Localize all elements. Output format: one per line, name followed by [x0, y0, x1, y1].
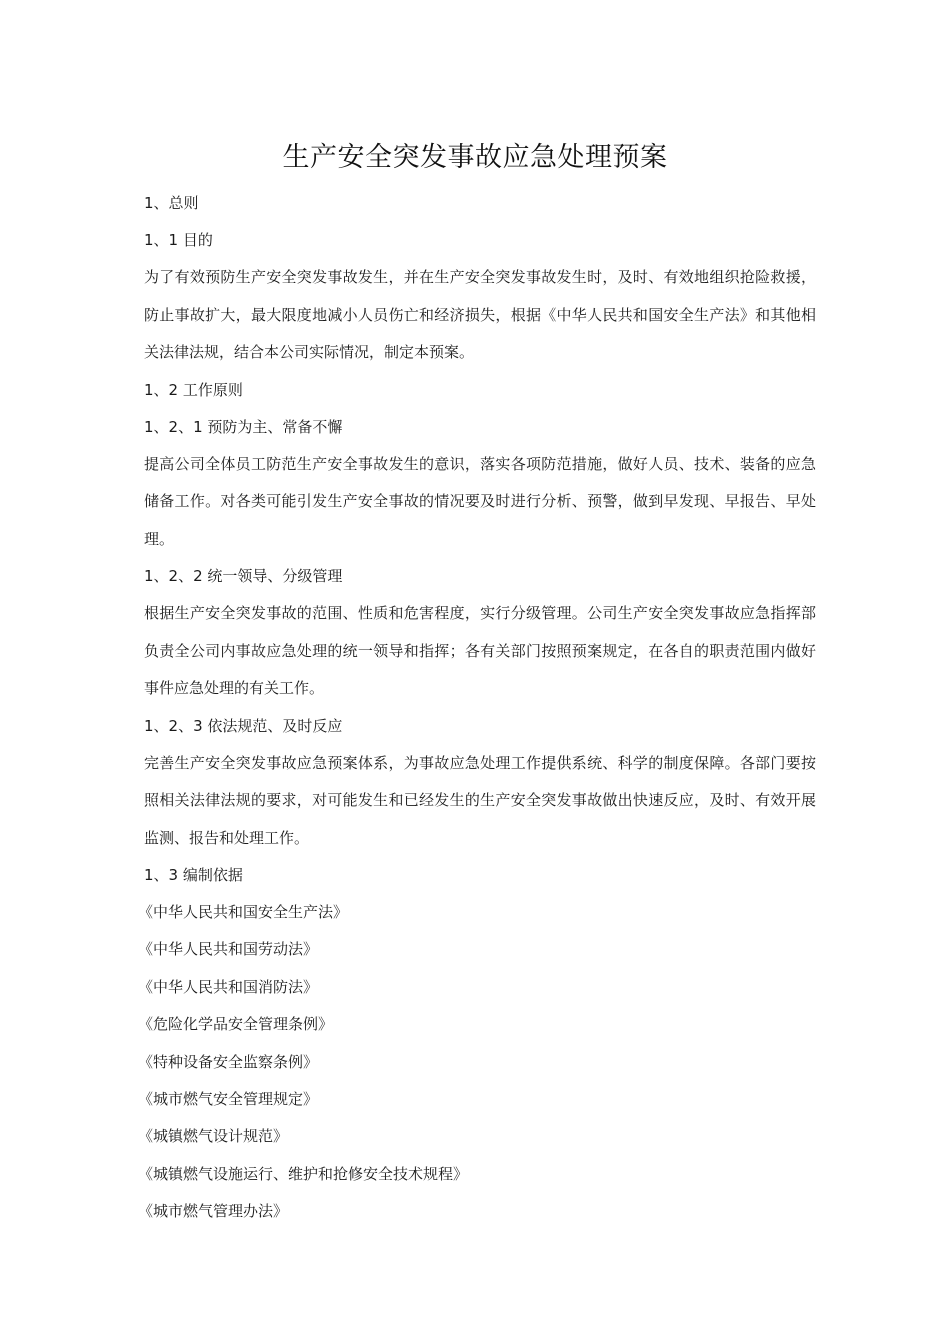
- paragraph-response: 完善生产安全突发事故应急预案体系，为事故应急处理工作提供系统、科学的制度保障。各部门要按照相关法律法规的要求，对可能发生和已经发生的生产安全突发事故做出快速反应，及时、有效开展监测、报告和处理工作。: [144, 753, 816, 847]
- reference-item: 《中华人民共和国劳动法》: [138, 940, 319, 959]
- subsection-heading: 1、2 工作原则: [144, 380, 243, 399]
- subsection-heading: 1、3 编制依据: [144, 866, 243, 884]
- reference-item: 《城镇燃气设计规范》: [138, 1127, 289, 1146]
- subsection-heading: 1、1 目的: [144, 231, 213, 249]
- reference-item: 《中华人民共和国安全生产法》: [138, 903, 349, 921]
- paragraph-management: 根据生产安全突发事故的范围、性质和危害程度，实行分级管理。公司生产安全突发事故应急指挥部负责全公司内事故应急处理的统一领导和指挥；各有关部门按照预案规定，在各自的职责范围内做好事件应急处理的有关工作。: [144, 604, 816, 697]
- paragraph-purpose: 为了有效预防生产安全突发事故发生，并在生产安全突发事故发生时，及时、有效地组织抢险救援，防止事故扩大，最大限度地减小人员伤亡和经济损失，根据《中华人民共和国安全生产法》和其他相关法律法规，结合本公司实际情况，制定本预案。: [144, 268, 816, 361]
- subsubsection-heading: 1、2、2 统一领导、分级管理: [144, 567, 343, 585]
- reference-list: [138, 899, 816, 1225]
- reference-item: 《特种设备安全监察条例》: [138, 1052, 319, 1071]
- reference-item: 《中华人民共和国消防法》: [138, 977, 319, 996]
- paragraph-prevention: 提高公司全体员工防范生产安全事故发生的意识，落实各项防范措施，做好人员、技术、装备的应急储备工作。对各类可能引发生产安全事故的情况要及时进行分析、预警，做到早发现、早报告、早处理。: [144, 454, 816, 548]
- subsubsection-heading: 1、2、1 预防为主、常备不懈: [144, 417, 343, 436]
- reference-item: 《城镇燃气设施运行、维护和抢修安全技术规程》: [138, 1164, 469, 1183]
- subsubsection-heading: 1、2、3 依法规范、及时反应: [144, 716, 343, 735]
- reference-item: 《城市燃气安全管理规定》: [138, 1089, 319, 1108]
- reference-item: 《城市燃气管理办法》: [138, 1202, 289, 1221]
- section-heading: 1、总则: [144, 194, 199, 212]
- reference-item: 《危险化学品安全管理条例》: [138, 1015, 334, 1034]
- document-title: 生产安全突发事故应急处理预案: [282, 142, 668, 173]
- document-body: [138, 190, 816, 1236]
